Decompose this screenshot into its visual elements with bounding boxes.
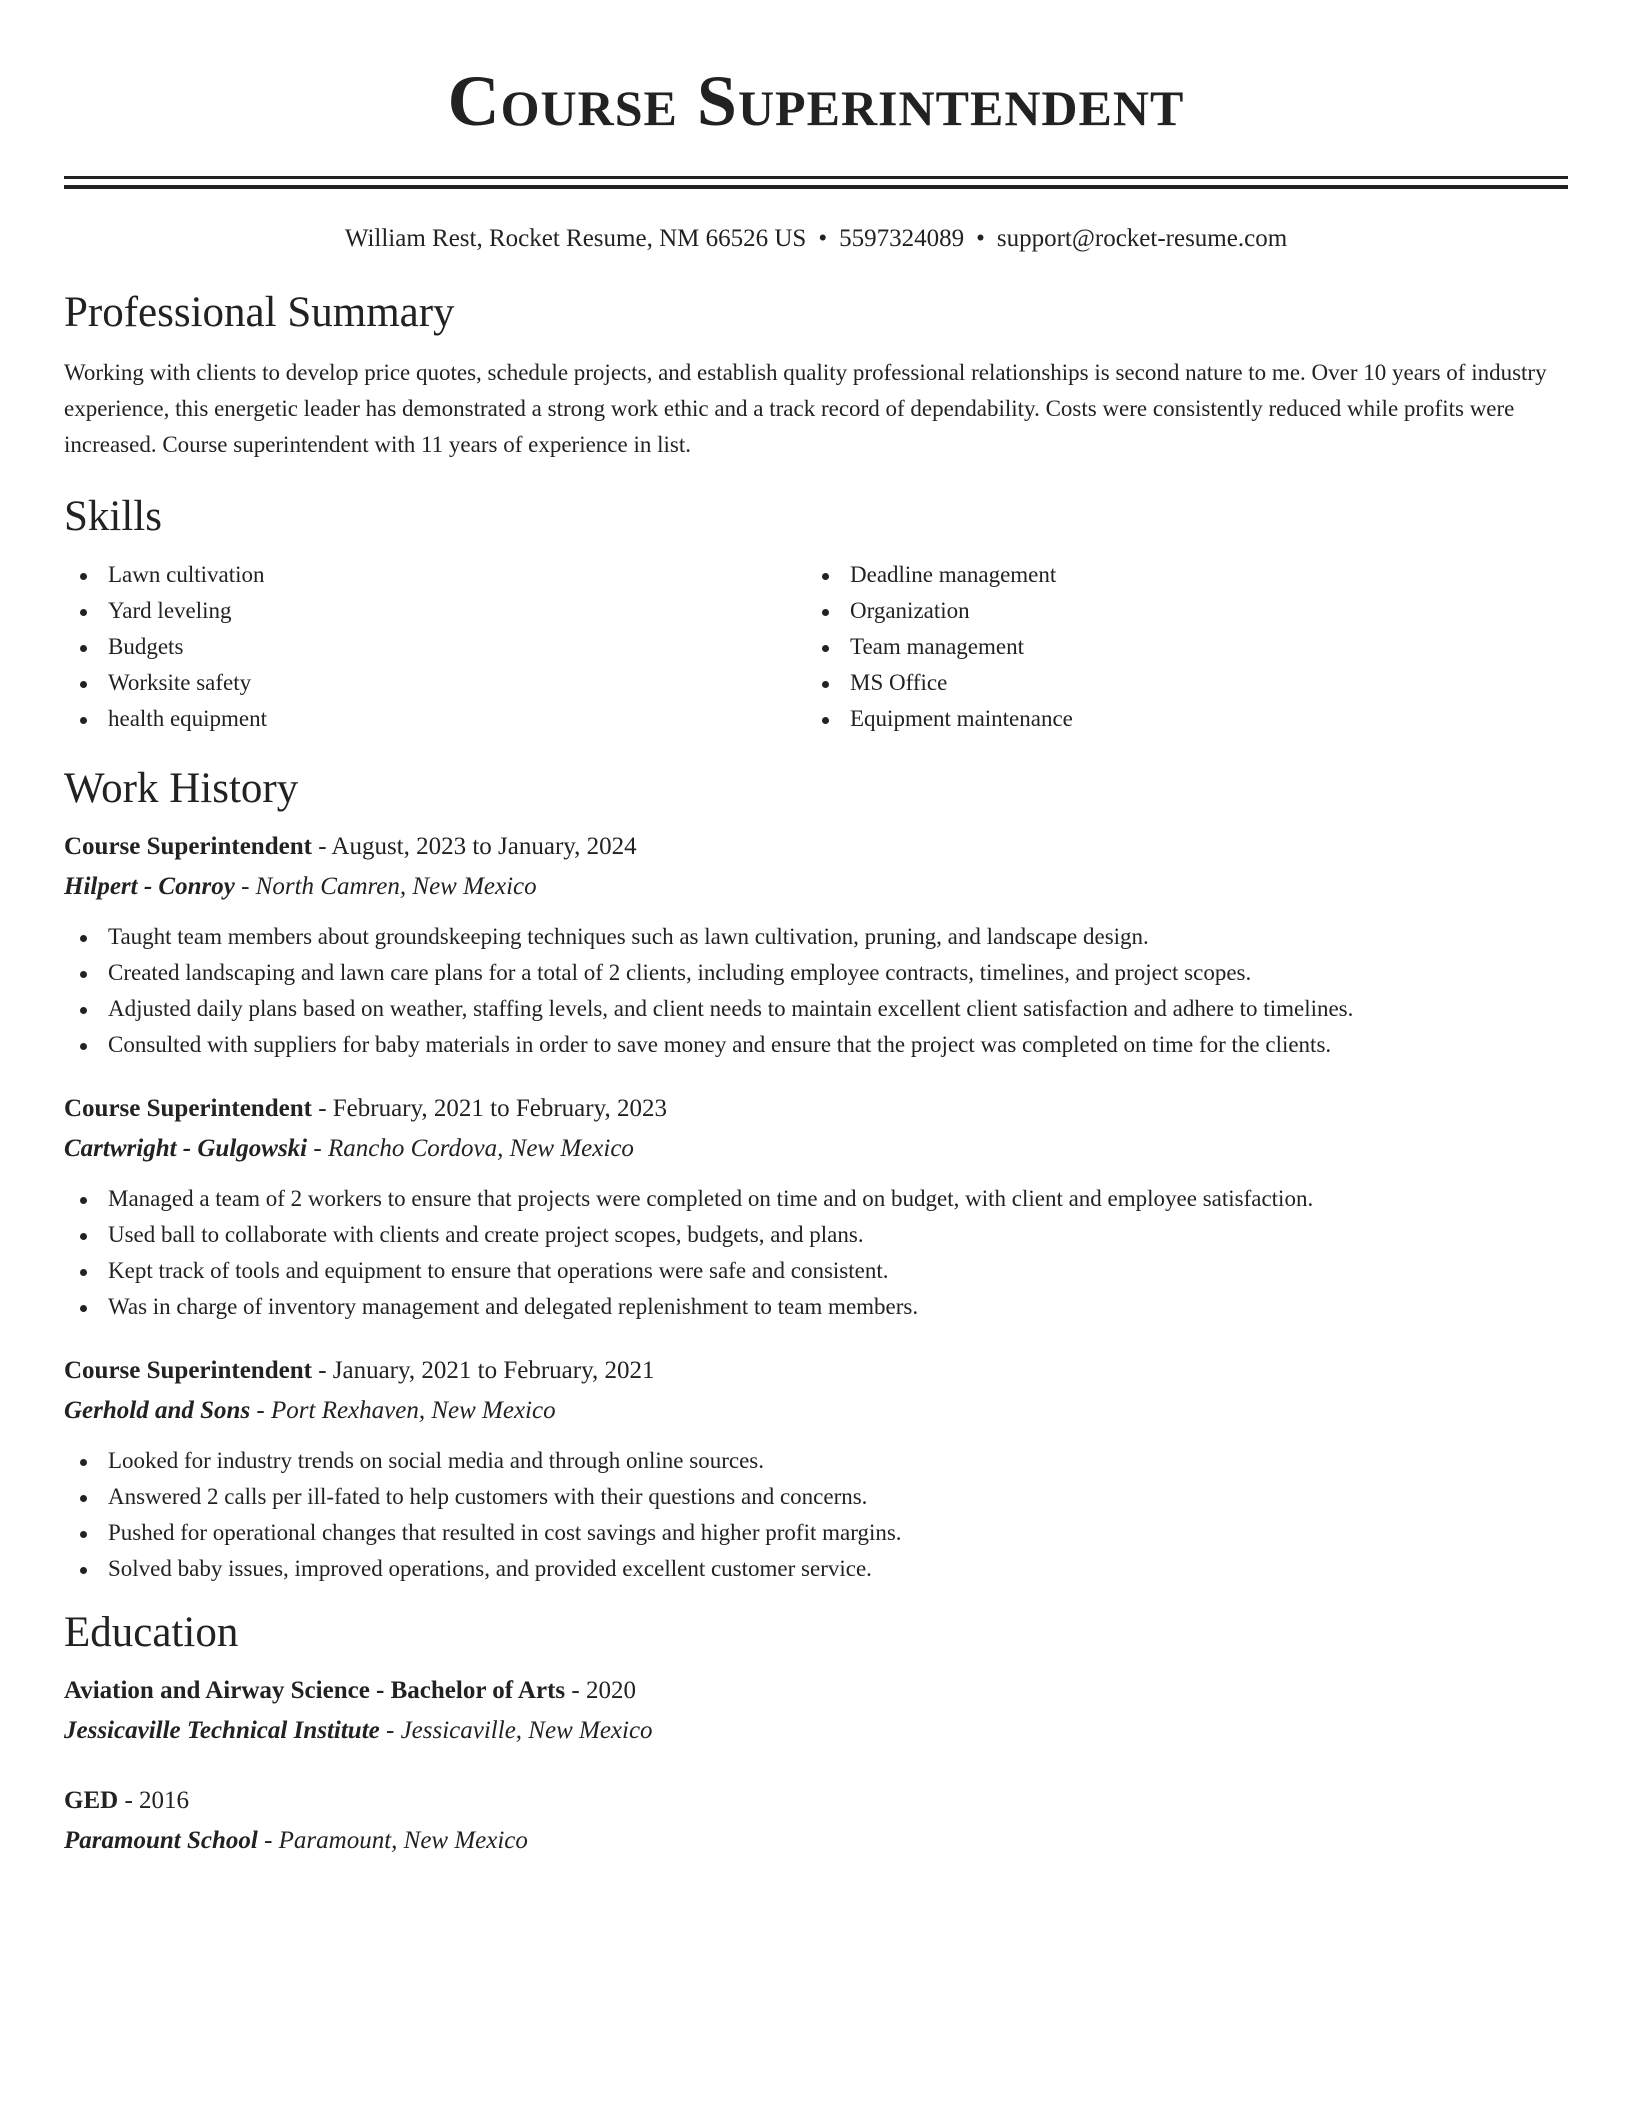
- job-bullet: Used ball to collaborate with clients and create project scopes, budgets, and plans.: [64, 1217, 1568, 1253]
- job-role: Course Superintendent: [64, 1095, 312, 1122]
- skill-item: Lawn cultivation: [64, 557, 806, 593]
- education-school: Paramount School: [64, 1827, 258, 1854]
- header-rule-top: [64, 176, 1568, 179]
- skill-item: Yard leveling: [64, 593, 806, 629]
- education-year: - 2020: [565, 1677, 636, 1704]
- summary-heading: Professional Summary: [64, 289, 455, 336]
- skills-heading: Skills: [64, 493, 162, 540]
- education-heading: Education: [64, 1609, 239, 1656]
- skill-item: Worksite safety: [64, 665, 806, 701]
- contact-phone: 5597324089: [839, 225, 965, 252]
- job-bullet: Adjusted daily plans based on weather, staffing levels, and client needs to maintain excellent client satisfaction and adhere to timelines.: [64, 991, 1568, 1027]
- job-bullet: Solved baby issues, improved operations, and provided excellent customer service.: [64, 1551, 1568, 1587]
- skill-item: health equipment: [64, 701, 806, 737]
- work-history-heading: Work History: [64, 765, 299, 812]
- job-bullet: Managed a team of 2 workers to ensure that projects were completed on time and on budget, with client and employee satisfaction.: [64, 1181, 1568, 1217]
- contact-separator: •: [976, 225, 985, 252]
- job-bullets: [64, 1181, 1568, 1325]
- skill-item: Deadline management: [806, 557, 1548, 593]
- job-company-line: [64, 1129, 1568, 1169]
- header-rule-bottom: [64, 185, 1568, 189]
- education-degree-line: [64, 1781, 1568, 1821]
- education-location: - Paramount, New Mexico: [257, 1827, 528, 1854]
- contact-line: [64, 223, 1568, 255]
- resume-name: Course Superintendent: [447, 61, 1185, 141]
- skills-list-right: [806, 557, 1548, 737]
- job-company-line: [64, 867, 1568, 907]
- job-dates: - January, 2021 to February, 2021: [311, 1357, 655, 1384]
- job-entry: [64, 1089, 1568, 1325]
- summary-text: Working with clients to develop price quotes, schedule projects, and establish quality professional relationships is second nature to me. Over 10 years of industry experience, this energetic leader has demonstrated a strong work ethic and a track record of dependability. Costs were consistently reduced while profits were increased. Course superintendent with 11 years of experience in list.: [64, 360, 1547, 457]
- job-role: Course Superintendent: [64, 1357, 312, 1384]
- job-bullet: Created landscaping and lawn care plans for a total of 2 clients, including employee contracts, timelines, and project scopes.: [64, 955, 1568, 991]
- job-bullet: Was in charge of inventory management and delegated replenishment to team members.: [64, 1289, 1568, 1325]
- job-bullet: Consulted with suppliers for baby materials in order to save money and ensure that the project was completed on time for the clients.: [64, 1027, 1568, 1063]
- skill-item: Equipment maintenance: [806, 701, 1548, 737]
- education-degree: Aviation and Airway Science - Bachelor of Arts: [64, 1677, 566, 1704]
- job-bullet: Pushed for operational changes that resulted in cost savings and higher profit margins.: [64, 1515, 1568, 1551]
- skill-item: Organization: [806, 593, 1548, 629]
- job-bullets: [64, 919, 1568, 1063]
- skill-item: Team management: [806, 629, 1548, 665]
- skill-item: Budgets: [64, 629, 806, 665]
- education-entry: [64, 1781, 1568, 1861]
- job-company: Cartwright - Gulgowski: [64, 1135, 308, 1162]
- job-role: Course Superintendent: [64, 833, 312, 860]
- skills-columns: [64, 557, 1568, 737]
- education-degree-line: [64, 1671, 1568, 1711]
- job-bullets: [64, 1443, 1568, 1587]
- education-location: - Jessicaville, New Mexico: [379, 1717, 653, 1744]
- job-entry: [64, 1351, 1568, 1587]
- job-company: Gerhold and Sons: [64, 1397, 251, 1424]
- education-year: - 2016: [118, 1787, 190, 1814]
- education-entry: [64, 1671, 1568, 1751]
- job-location: - North Camren, New Mexico: [234, 873, 537, 900]
- job-dates: - August, 2023 to January, 2024: [311, 833, 637, 860]
- job-title-line: [64, 1089, 1568, 1129]
- job-company-line: [64, 1391, 1568, 1431]
- education-school-line: [64, 1711, 1568, 1751]
- job-bullet: Taught team members about groundskeeping techniques such as lawn cultivation, pruning, and landscape design.: [64, 919, 1568, 955]
- job-title-line: [64, 827, 1568, 867]
- education-school-line: [64, 1821, 1568, 1861]
- job-entry: [64, 827, 1568, 1063]
- job-company: Hilpert - Conroy: [64, 873, 235, 900]
- education-degree: GED: [64, 1787, 119, 1814]
- job-bullet: Answered 2 calls per ill-fated to help customers with their questions and concerns.: [64, 1479, 1568, 1515]
- education-school: Jessicaville Technical Institute: [64, 1717, 380, 1744]
- contact-address: William Rest, Rocket Resume, NM 66526 US: [344, 225, 807, 252]
- job-location: - Rancho Cordova, New Mexico: [307, 1135, 634, 1162]
- job-location: - Port Rexhaven, New Mexico: [250, 1397, 556, 1424]
- job-dates: - February, 2021 to February, 2023: [311, 1095, 667, 1122]
- job-title-line: [64, 1351, 1568, 1391]
- skill-item: MS Office: [806, 665, 1548, 701]
- job-bullet: Kept track of tools and equipment to ensure that operations were safe and consistent.: [64, 1253, 1568, 1289]
- contact-email: support@rocket-resume.com: [996, 225, 1288, 252]
- skills-list-left: [64, 557, 806, 737]
- job-bullet: Looked for industry trends on social media and through online sources.: [64, 1443, 1568, 1479]
- contact-separator: •: [818, 225, 828, 252]
